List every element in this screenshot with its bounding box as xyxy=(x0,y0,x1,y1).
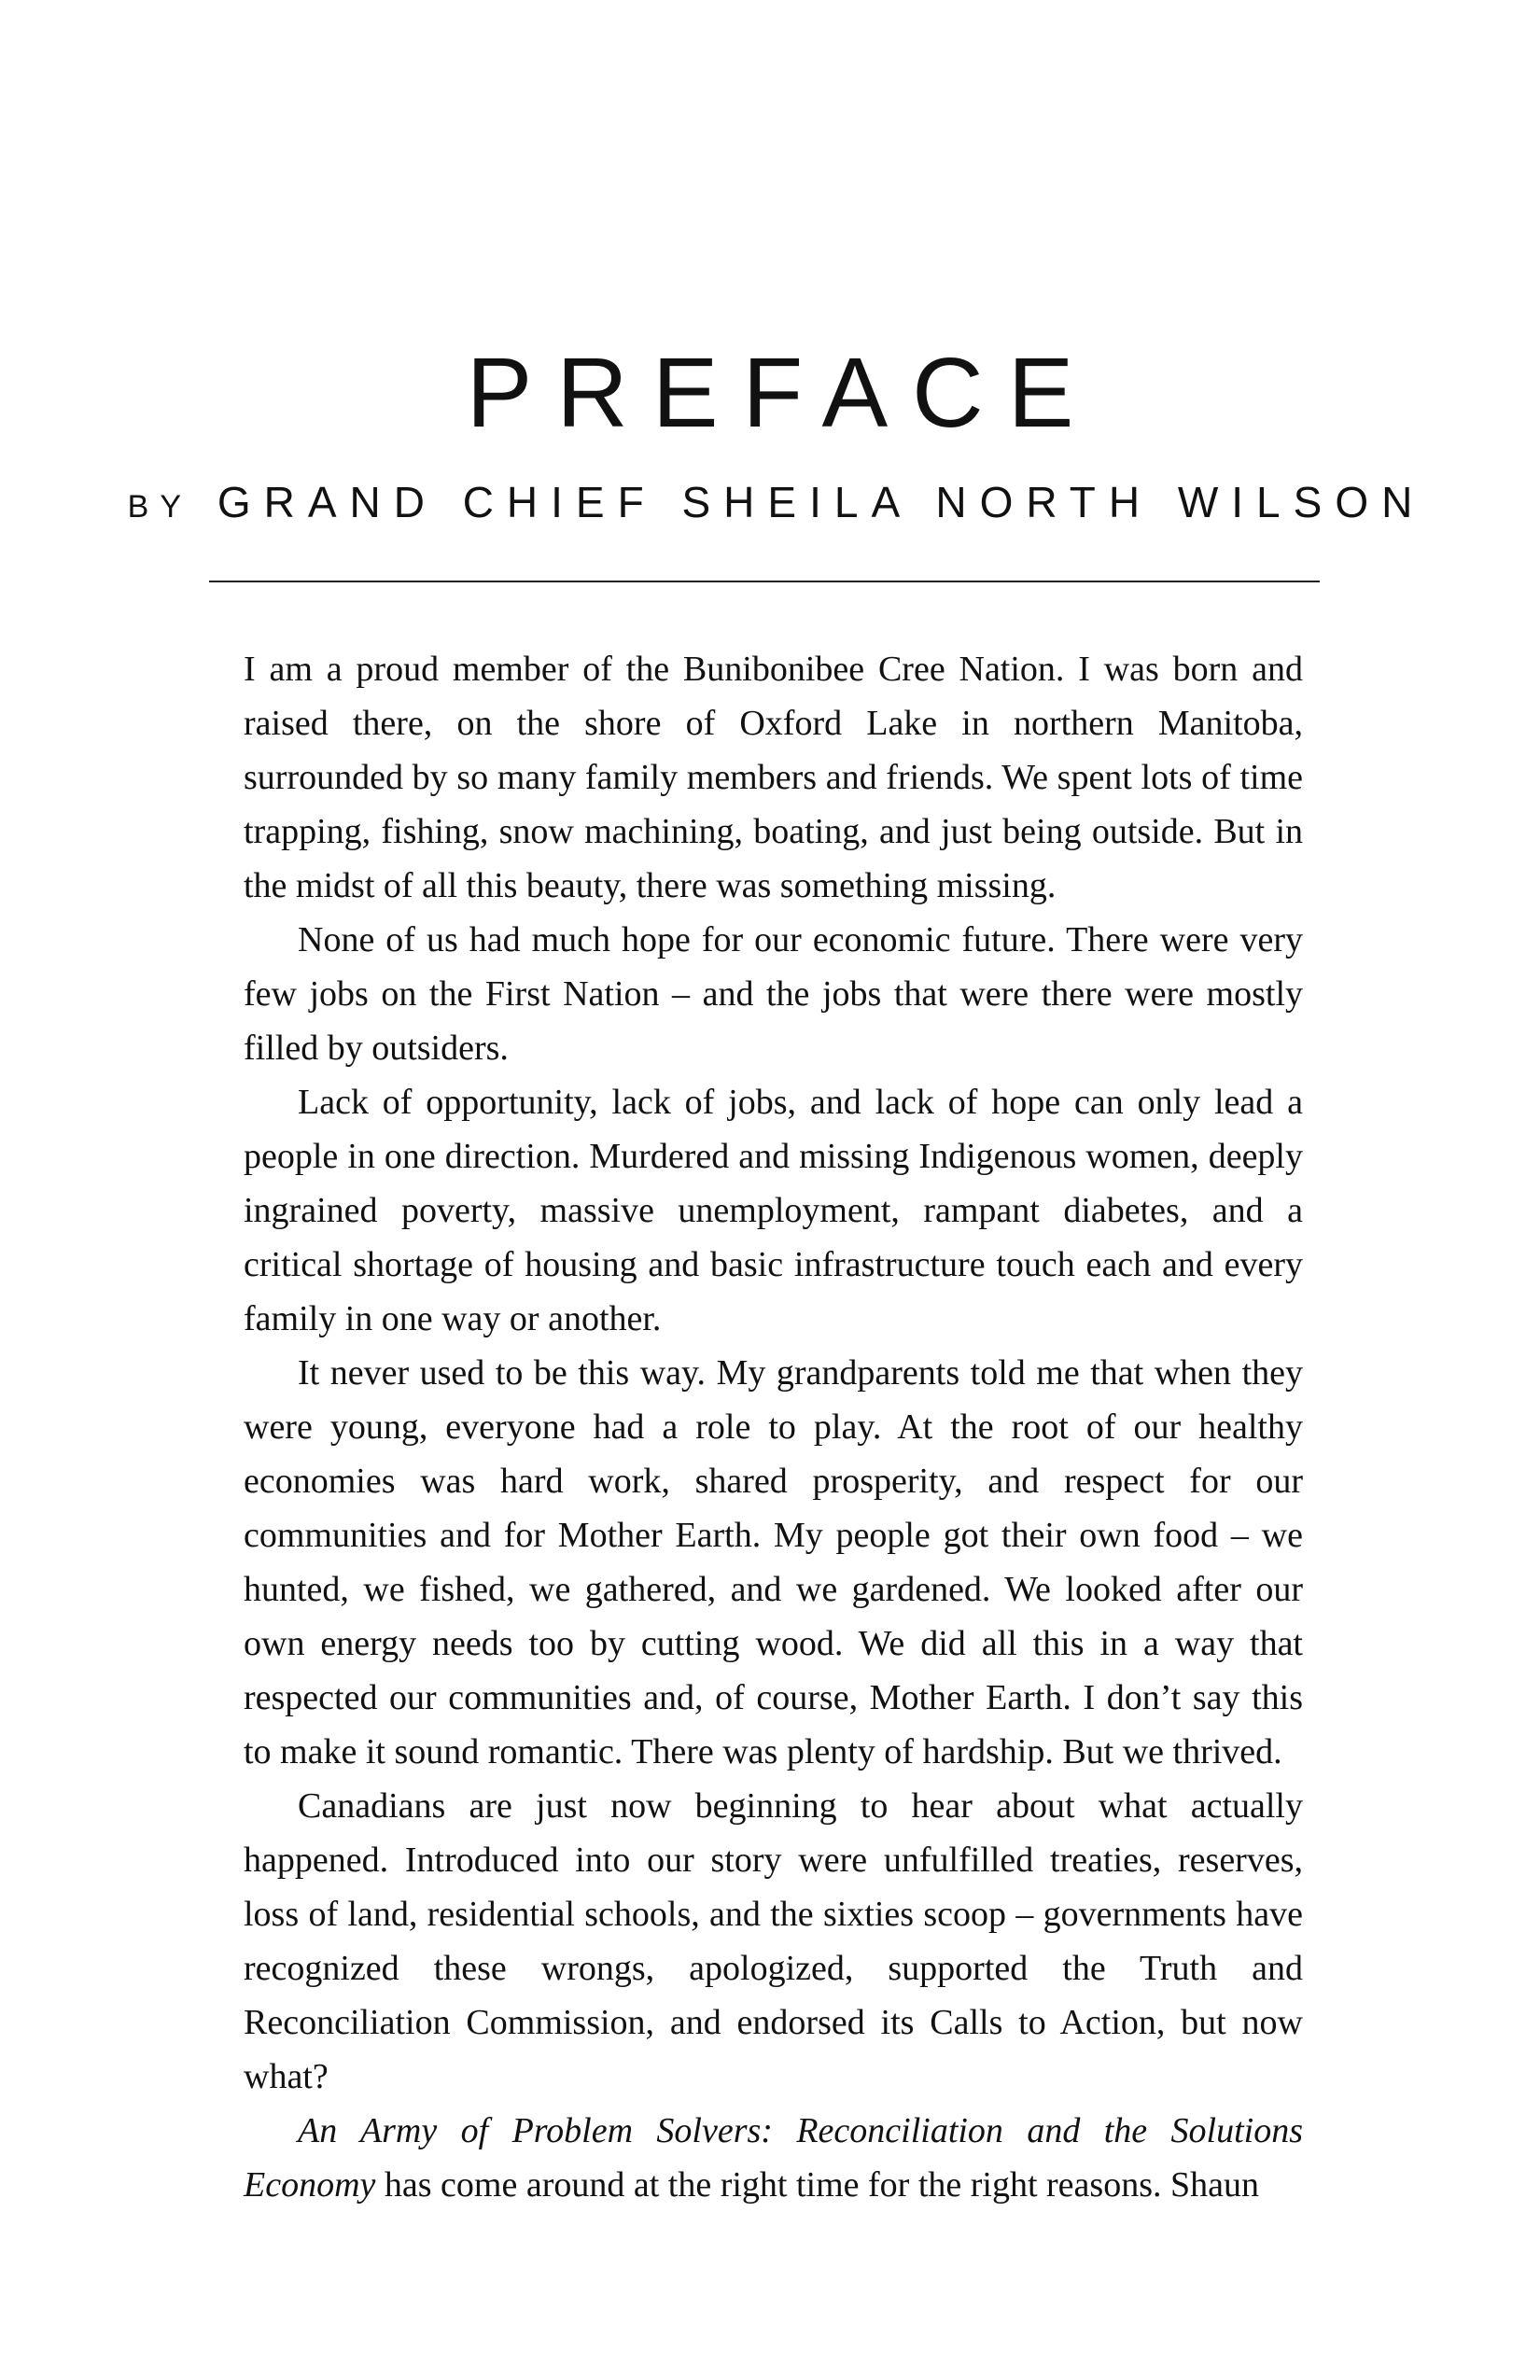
paragraph-3: Lack of opportunity, lack of jobs, and lack of hope can only lead a people in one direction. Murdered and missing Indigenous women, deeply ingrained poverty, massive unemployment, rampant diabetes, and a critical shortage of housing and basic infrastructure touch each and every family in one way or another. xyxy=(244,1083,1303,1338)
chapter-title: PREFACE xyxy=(466,338,1099,448)
body-text xyxy=(244,642,1303,2212)
paragraph-4: It never used to be this way. My grandparents told me that when they were young, everyone had a role to play. At the root of our healthy economies was hard work, shared prosperity, and respect for our communities and for Mother Earth. My people got their own food – we hunted, we fished, we gathered, and we gardened. We looked after our own energy needs too by cutting wood. We did all this in a way that respected our communities and, of course, Mother Earth. I don’t say this to make it sound romantic. There was plenty of hardship. But we thrived. xyxy=(244,1353,1303,1771)
paragraph-6 xyxy=(244,2104,1303,2212)
paragraph-6-text: has come around at the right time for the right reasons. Shaun xyxy=(375,2165,1259,2205)
byline-author: GRAND CHIEF SHEILA NORTH WILSON xyxy=(217,478,1426,526)
paragraph-5: Canadians are just now beginning to hear about what actually happened. Introduced into our story were unfulfilled treaties, reserves, loss of land, residential schools, and the sixties scoop – governments have recognized these wrongs, apologized, supported the Truth and Reconciliation Commission, and endorsed its Calls to Action, but now what? xyxy=(244,1786,1303,2096)
byline xyxy=(0,478,1540,526)
book-title: An Army of Problem Solvers: Reconciliation and the Solutions Economy xyxy=(244,2111,1303,2205)
byline-prefix: BY xyxy=(127,489,193,525)
paragraph-2: None of us had much hope for our economic future. There were very few jobs on the First Nation – and the jobs that were there were mostly filled by outsiders. xyxy=(244,920,1303,1068)
title-divider xyxy=(209,581,1320,582)
paragraph-1: I am a proud member of the Bunibonibee Cree Nation. I was born and raised there, on the shore of Oxford Lake in northern Manitoba, surrounded by so many family members and friends. We spent lots of time trapping, fishing, snow machining, boating, and just being outside. But in the midst of all this beauty, there was something missing. xyxy=(244,650,1303,905)
